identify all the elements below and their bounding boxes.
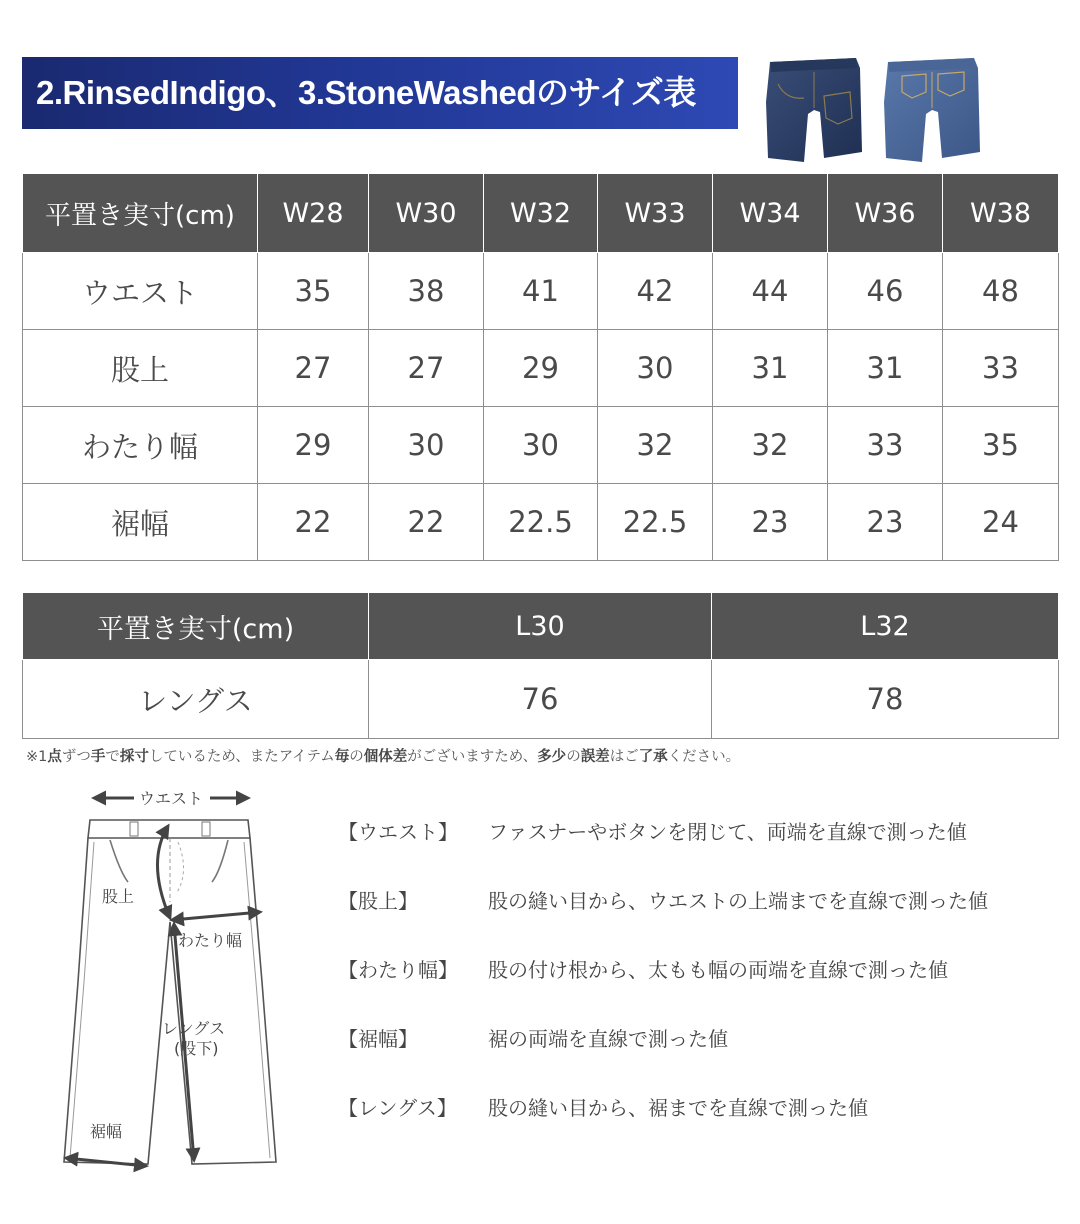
table-cell: 42 bbox=[598, 253, 713, 330]
pants-measurement-diagram bbox=[50, 782, 290, 1182]
length-size-table bbox=[22, 592, 1059, 739]
stone-washed-jeans-image bbox=[882, 52, 984, 164]
note-text: しているため、またアイテム bbox=[148, 749, 335, 765]
table-cell: 23 bbox=[828, 484, 943, 561]
row-label: レングス bbox=[23, 660, 369, 739]
table-cell: 22 bbox=[369, 484, 484, 561]
note-text: 点 bbox=[47, 749, 62, 765]
row-label: ウエスト bbox=[23, 253, 258, 330]
table-cell: 46 bbox=[828, 253, 943, 330]
table-cell: 30 bbox=[369, 407, 484, 484]
definition-text: 股の付け根から、太もも幅の両端を直線で測った値 bbox=[488, 958, 948, 982]
table-header-label: 平置き実寸(cm) bbox=[23, 174, 258, 253]
row-label: 股上 bbox=[23, 330, 258, 407]
thigh-arrow bbox=[172, 912, 260, 920]
table-cell: 30 bbox=[484, 407, 598, 484]
size-header: W32 bbox=[484, 174, 598, 253]
size-header: L30 bbox=[369, 593, 712, 660]
table-header-label: 平置き実寸(cm) bbox=[23, 593, 369, 660]
diagram-label-waist: ウエスト bbox=[138, 789, 204, 808]
table-cell: 22.5 bbox=[484, 484, 598, 561]
size-header: W38 bbox=[943, 174, 1059, 253]
definition-term: 【わたり幅】 bbox=[338, 958, 458, 982]
table-cell: 29 bbox=[484, 330, 598, 407]
size-header: L32 bbox=[712, 593, 1059, 660]
table-row bbox=[23, 407, 1059, 484]
table-cell: 24 bbox=[943, 484, 1059, 561]
note-text: ずつ bbox=[61, 749, 91, 765]
size-chart-title: 2.RinsedIndigo、3.StoneWashedのサイズ表 bbox=[22, 57, 738, 129]
table-row bbox=[23, 660, 1059, 739]
pants-outline bbox=[64, 820, 276, 1164]
table-cell: 35 bbox=[258, 253, 369, 330]
definition-term: 【ウエスト】 bbox=[338, 820, 458, 844]
row-label: 裾幅 bbox=[23, 484, 258, 561]
diagram-label-inseam: レングス bbox=[162, 1019, 226, 1038]
table-cell: 29 bbox=[258, 407, 369, 484]
rise-arrow bbox=[157, 826, 170, 918]
table-cell: 78 bbox=[712, 660, 1059, 739]
note-text: 手 bbox=[90, 749, 106, 765]
row-label: わたり幅 bbox=[23, 407, 258, 484]
rinsed-indigo-jeans-image bbox=[764, 52, 866, 164]
table-cell: 32 bbox=[598, 407, 713, 484]
note-text: はご bbox=[609, 749, 639, 765]
note-text: 採寸 bbox=[119, 749, 149, 765]
note-text: の bbox=[349, 749, 364, 765]
note-text: 毎 bbox=[334, 749, 350, 765]
diagram-label-inseam-sub: (股下) bbox=[174, 1039, 219, 1058]
definition-term: 【裾幅】 bbox=[338, 1027, 418, 1051]
note-text: がございますため、 bbox=[407, 749, 538, 765]
size-header: W30 bbox=[369, 174, 484, 253]
waist-size-table bbox=[22, 173, 1059, 561]
definition-term: 【レングス】 bbox=[338, 1096, 457, 1120]
table-cell: 27 bbox=[258, 330, 369, 407]
note-text: の bbox=[566, 749, 581, 765]
table-cell: 31 bbox=[828, 330, 943, 407]
table-cell: 22.5 bbox=[598, 484, 713, 561]
table-cell: 35 bbox=[943, 407, 1059, 484]
note-text: 多少 bbox=[537, 749, 567, 765]
diagram-label-thigh: わたり幅 bbox=[178, 931, 243, 950]
table-cell: 33 bbox=[943, 330, 1059, 407]
size-header: W34 bbox=[713, 174, 828, 253]
note-text: ※1 bbox=[26, 749, 48, 765]
diagram-label-rise: 股上 bbox=[102, 887, 135, 906]
note-text: ください。 bbox=[667, 749, 741, 765]
size-header: W33 bbox=[598, 174, 713, 253]
diagram-label-hem: 裾幅 bbox=[90, 1122, 123, 1141]
table-cell: 44 bbox=[713, 253, 828, 330]
table-cell: 41 bbox=[484, 253, 598, 330]
table-row bbox=[23, 330, 1059, 407]
table-cell: 27 bbox=[369, 330, 484, 407]
table-cell: 31 bbox=[713, 330, 828, 407]
table-header-row bbox=[23, 174, 1059, 253]
table-cell: 48 bbox=[943, 253, 1059, 330]
table-cell: 32 bbox=[713, 407, 828, 484]
definition-text: 股の縫い目から、裾までを直線で測った値 bbox=[488, 1096, 868, 1120]
table-cell: 38 bbox=[369, 253, 484, 330]
note-text: 誤差 bbox=[580, 749, 610, 765]
table-cell: 22 bbox=[258, 484, 369, 561]
table-cell: 30 bbox=[598, 330, 713, 407]
note-text: 了承 bbox=[638, 749, 668, 765]
table-row bbox=[23, 484, 1059, 561]
definition-text: ファスナーやボタンを閉じて、両端を直線で測った値 bbox=[488, 820, 967, 844]
note-text: で bbox=[105, 749, 120, 765]
definition-term: 【股上】 bbox=[338, 889, 418, 913]
table-row bbox=[23, 253, 1059, 330]
table-cell: 33 bbox=[828, 407, 943, 484]
size-header: W36 bbox=[828, 174, 943, 253]
size-header: W28 bbox=[258, 174, 369, 253]
definition-text: 裾の両端を直線で測った値 bbox=[488, 1027, 728, 1051]
table-cell: 76 bbox=[369, 660, 712, 739]
measurement-disclaimer bbox=[26, 745, 740, 766]
table-cell: 23 bbox=[713, 484, 828, 561]
definition-text: 股の縫い目から、ウエストの上端までを直線で測った値 bbox=[488, 889, 988, 913]
table-header-row bbox=[23, 593, 1059, 660]
note-text: 個体差 bbox=[363, 749, 408, 765]
